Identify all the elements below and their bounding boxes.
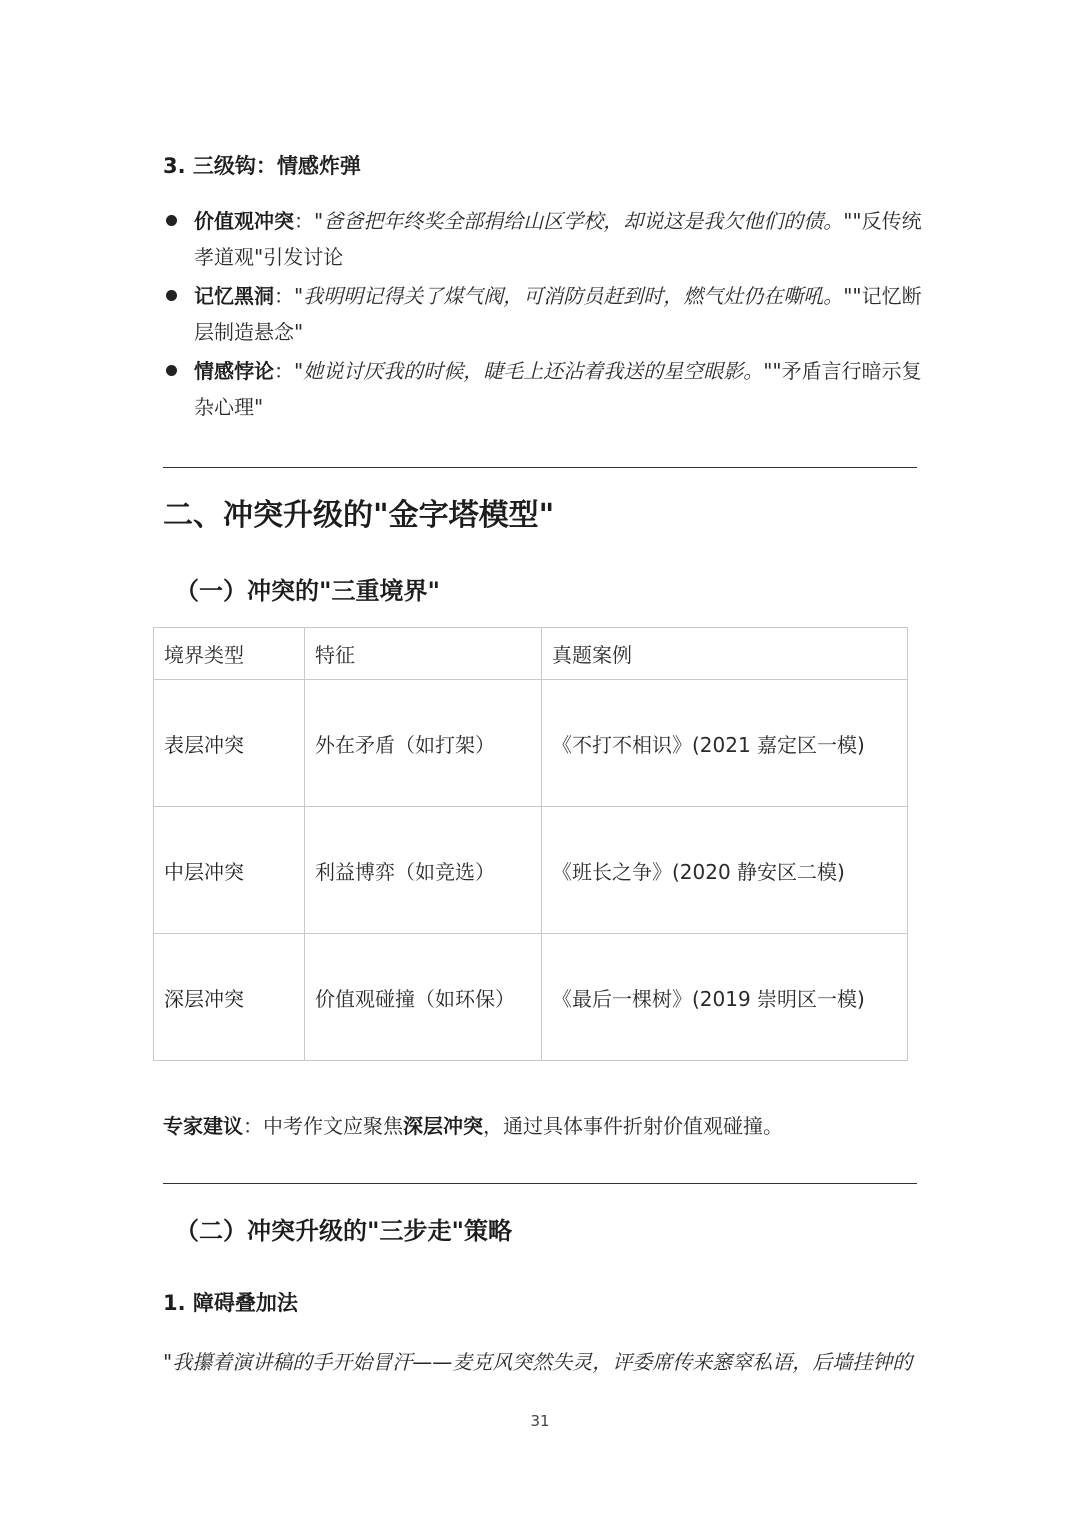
step-heading: 1. 障碍叠加法 xyxy=(163,1291,298,1315)
advice-separator: ： xyxy=(243,1114,263,1138)
bullet-quote: "爸爸把年终奖全部捐给山区学校，却说这是我欠他们的债。" xyxy=(314,209,853,233)
advice-emphasis: 深层冲突 xyxy=(403,1114,483,1138)
bullet-note: "记忆断层制造悬念" xyxy=(194,284,922,344)
subsection-title: （一）冲突的"三重境界" xyxy=(175,577,441,605)
conflict-levels-table xyxy=(153,627,908,1061)
subsection-title: （二）冲突升级的"三步走"策略 xyxy=(175,1217,513,1245)
table-header-row xyxy=(154,628,908,680)
table-row xyxy=(154,934,908,1061)
table-row xyxy=(154,680,908,807)
advice-text-end: ，通过具体事件折射价值观碰撞。 xyxy=(483,1114,783,1138)
bullet-icon xyxy=(166,365,177,376)
bullet-icon xyxy=(166,290,177,301)
bullet-note: "矛盾言行暗示复杂心理" xyxy=(194,359,922,419)
table-cell: 《不打不相识》(2021 嘉定区一模) xyxy=(542,680,908,807)
horizontal-divider xyxy=(163,1183,917,1184)
expert-advice xyxy=(163,1110,783,1139)
table-cell: 价值观碰撞（如环保） xyxy=(305,934,542,1061)
table-cell: 利益博弈（如竞选） xyxy=(305,807,542,934)
table-cell: 深层冲突 xyxy=(154,934,305,1061)
table-cell: 中层冲突 xyxy=(154,807,305,934)
list-item xyxy=(163,203,923,275)
table-cell: 《班长之争》(2020 静安区二模) xyxy=(542,807,908,934)
bullet-note: "反传统孝道观"引发讨论 xyxy=(194,209,922,269)
advice-text: 中考作文应聚焦 xyxy=(263,1114,403,1138)
table-cell: 外在矛盾（如打架） xyxy=(305,680,542,807)
table-row xyxy=(154,807,908,934)
bullet-separator: ： xyxy=(274,284,294,308)
chapter-title: 二、冲突升级的"金字塔模型" xyxy=(163,498,555,533)
bullet-term: 情感悖论 xyxy=(194,359,274,383)
page-number: 31 xyxy=(530,1412,550,1430)
advice-label: 专家建议 xyxy=(163,1114,243,1138)
table-cell: 《最后一棵树》(2019 崇明区一模) xyxy=(542,934,908,1061)
table-header-cell: 特征 xyxy=(305,628,542,680)
section-heading: 3. 三级钩：情感炸弹 xyxy=(163,154,361,178)
bullet-list xyxy=(163,203,923,428)
example-quote: "我攥着演讲稿的手开始冒汗——麦克风突然失灵，评委席传来窸窣私语，后墙挂钟的 xyxy=(163,1350,913,1374)
table-header-cell: 真题案例 xyxy=(542,628,908,680)
list-item xyxy=(163,278,923,350)
bullet-term: 价值观冲突 xyxy=(194,209,294,233)
table-header-cell: 境界类型 xyxy=(154,628,305,680)
bullet-separator: ： xyxy=(274,359,294,383)
bullet-term: 记忆黑洞 xyxy=(194,284,274,308)
bullet-separator: ： xyxy=(294,209,314,233)
horizontal-divider xyxy=(163,467,917,468)
list-item xyxy=(163,353,923,425)
bullet-quote: "她说讨厌我的时候，睫毛上还沾着我送的星空眼影。" xyxy=(294,359,773,383)
bullet-quote: "我明明记得关了煤气阀，可消防员赶到时，燃气灶仍在嘶吼。" xyxy=(294,284,853,308)
bullet-icon xyxy=(166,215,177,226)
table-cell: 表层冲突 xyxy=(154,680,305,807)
